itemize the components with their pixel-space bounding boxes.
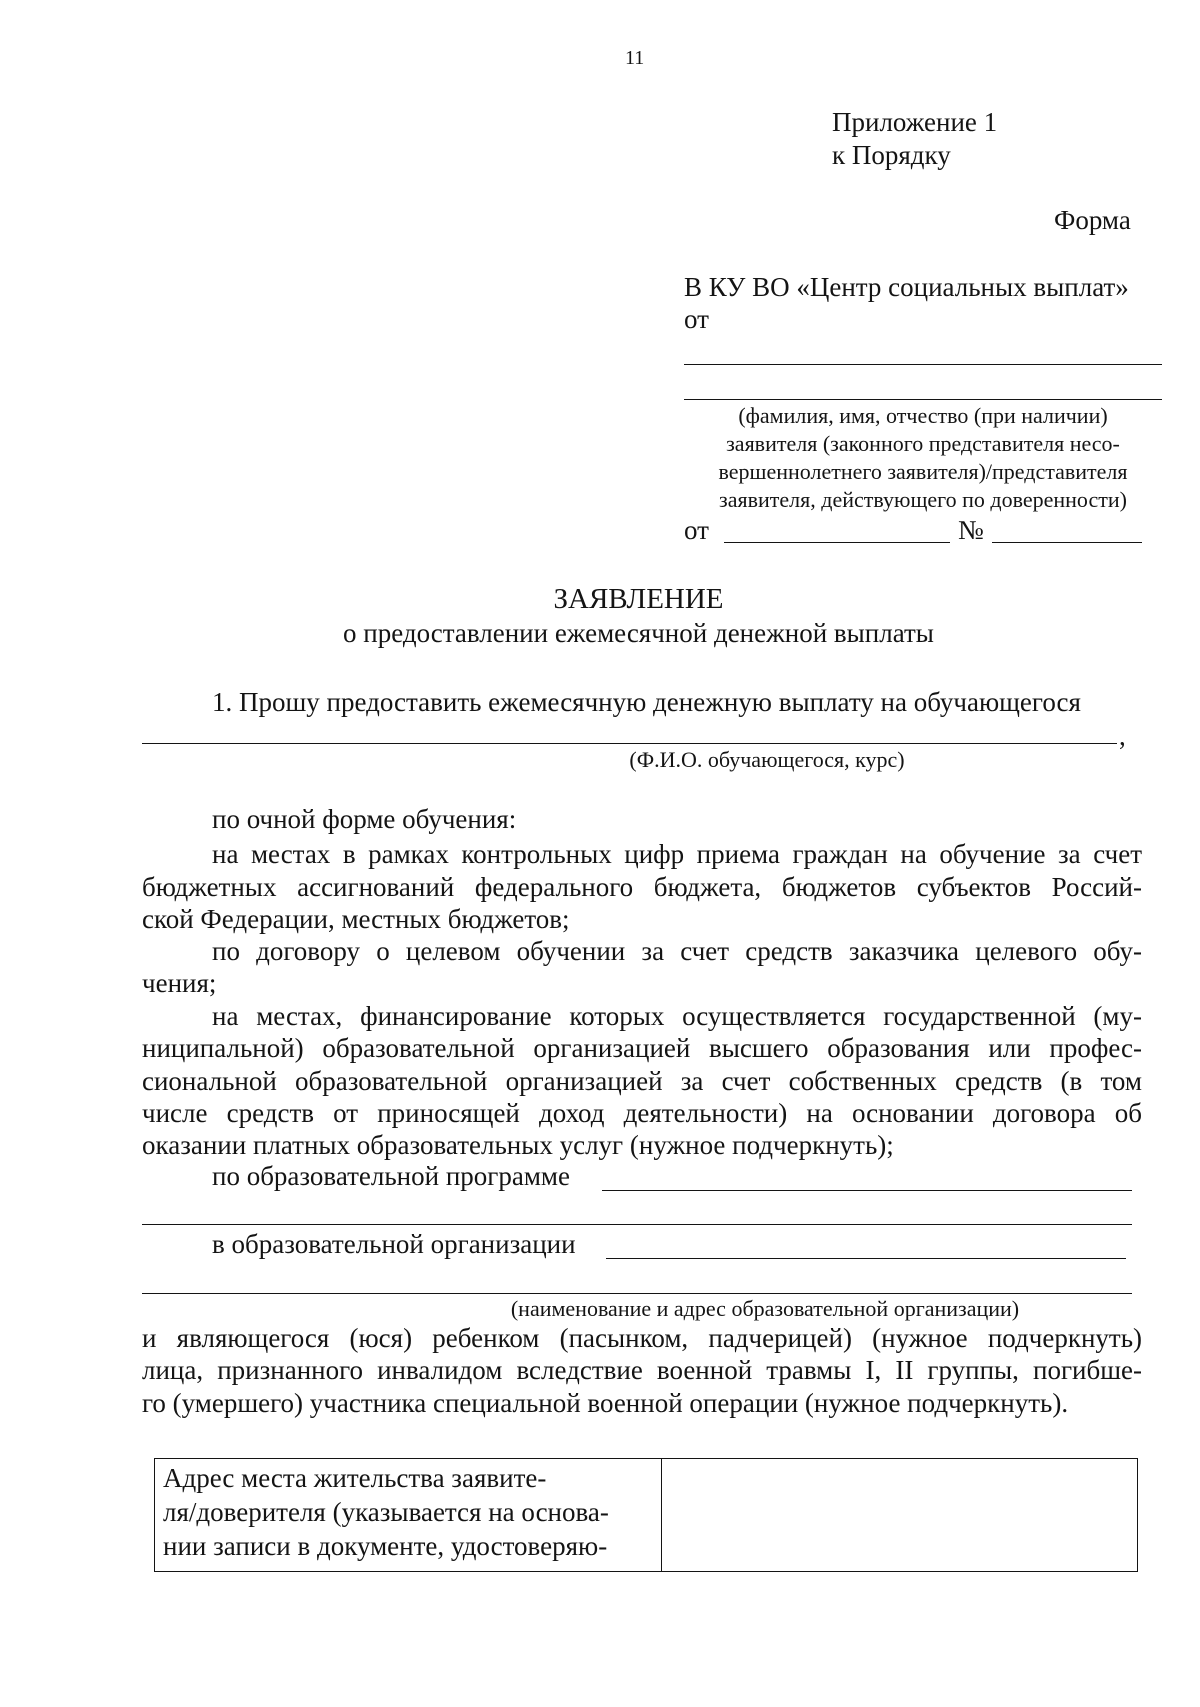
full-time-label: по очной форме обучения: bbox=[212, 804, 517, 834]
paragraph-line: на местах в рамках контрольных цифр приема граждан на обучение за счет bbox=[212, 839, 1142, 869]
org-caption: (наименование и адрес образовательной организации) bbox=[510, 1296, 1020, 1321]
table-divider bbox=[661, 1459, 662, 1571]
document-subtitle: о предоставлении ежемесячной денежной выплаты bbox=[343, 618, 934, 648]
applicant-name-line-2[interactable] bbox=[684, 399, 1162, 400]
caption-line: (фамилия, имя, отчество (при наличии) bbox=[738, 403, 1108, 428]
paragraph-line: сиональной образовательной организацией за счет собственных средств (в том bbox=[142, 1066, 1142, 1096]
paragraph-line: числе средств от приносящей доход деятельности) на основании договора об bbox=[142, 1098, 1142, 1128]
caption-line: вершеннолетнего заявителя)/представителя bbox=[718, 459, 1128, 484]
org-label: в образовательной организации bbox=[212, 1229, 576, 1259]
student-caption: (Ф.И.О. обучающегося, курс) bbox=[629, 747, 905, 772]
org-field-line-2[interactable] bbox=[142, 1293, 1132, 1294]
paragraph-line: по договору о целевом обучении за счет средств заказчика целевого обу- bbox=[212, 936, 1142, 966]
address-value-cell[interactable] bbox=[665, 1461, 1133, 1569]
document-title: ЗАЯВЛЕНИЕ bbox=[553, 583, 724, 615]
cell-line: ля/доверителя (указывается на основа- bbox=[163, 1497, 609, 1527]
address-table bbox=[154, 1458, 1138, 1572]
paragraph-line: бюджетных ассигнований федерального бюджета, бюджетов субъектов Россий- bbox=[142, 872, 1142, 902]
addressee-to: В КУ ВО «Центр социальных выплат» bbox=[684, 272, 1129, 302]
page-number: 11 bbox=[625, 47, 645, 69]
caption-line: заявителя, действующего по доверенности) bbox=[719, 487, 1127, 512]
form-label: Форма bbox=[1054, 205, 1131, 235]
date-from-label: от bbox=[684, 515, 709, 545]
cell-line: нии записи в документе, удостоверяю- bbox=[163, 1531, 608, 1561]
appendix-line-2: к Порядку bbox=[832, 140, 951, 170]
item1-text: 1. Прошу предоставить ежемесячную денежную выплату на обучающегося bbox=[212, 687, 1081, 717]
paragraph-line: чения; bbox=[142, 968, 217, 998]
number-sign: № bbox=[958, 515, 984, 545]
appendix-line-1: Приложение 1 bbox=[832, 107, 998, 137]
number-field-line[interactable] bbox=[992, 542, 1142, 543]
applicant-caption bbox=[684, 402, 1162, 514]
paragraph-line: ниципальной) образовательной организацией высшего образования или профес- bbox=[142, 1033, 1142, 1063]
paragraph-line: го (умершего) участника специальной военной операции (нужное подчеркнуть). bbox=[142, 1388, 1069, 1418]
student-comma: , bbox=[1119, 721, 1126, 751]
applicant-name-line-1[interactable] bbox=[684, 364, 1162, 365]
program-field-line[interactable] bbox=[602, 1190, 1132, 1191]
date-field-line[interactable] bbox=[724, 542, 950, 543]
cell-line: Адрес места жительства заявите- bbox=[163, 1463, 547, 1493]
addressee-from: от bbox=[684, 304, 709, 334]
paragraph-line: оказании платных образовательных услуг (нужное подчеркнуть); bbox=[142, 1130, 894, 1160]
student-name-line[interactable] bbox=[142, 743, 1117, 744]
paragraph-line: на местах, финансирование которых осуществляется государственной (му- bbox=[212, 1001, 1142, 1031]
caption-line: заявителя (законного представителя несо- bbox=[726, 431, 1120, 456]
address-label-cell bbox=[163, 1461, 653, 1563]
program-label: по образовательной программе bbox=[212, 1161, 570, 1191]
paragraph-line: лица, признанного инвалидом вследствие военной травмы I, II группы, погибше- bbox=[142, 1355, 1142, 1385]
program-field-line-2[interactable] bbox=[142, 1224, 1132, 1225]
paragraph-line: ской Федерации, местных бюджетов; bbox=[142, 904, 570, 934]
paragraph-line: и являющегося (юся) ребенком (пасынком, падчерицей) (нужное подчеркнуть) bbox=[142, 1323, 1142, 1353]
org-field-line[interactable] bbox=[606, 1258, 1126, 1259]
